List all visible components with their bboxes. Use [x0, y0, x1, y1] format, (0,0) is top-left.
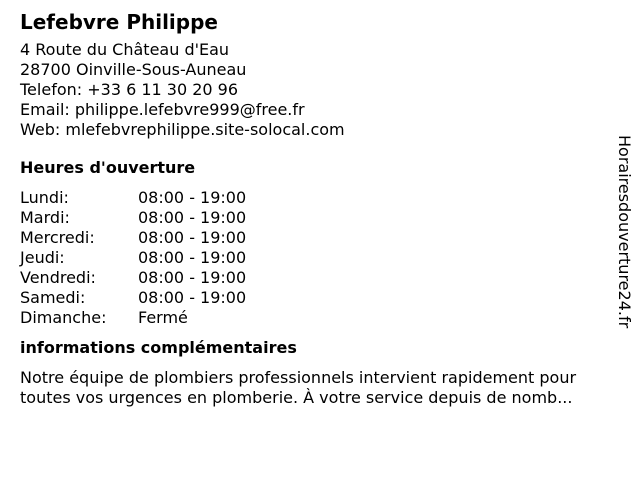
- hours-day: Jeudi:: [20, 248, 65, 267]
- site-watermark: Horairesdouverture24.fr: [615, 135, 634, 329]
- hours-day: Lundi:: [20, 188, 69, 207]
- hours-day: Mercredi:: [20, 228, 95, 247]
- hours-row-friday: [20, 268, 610, 288]
- hours-table: [20, 188, 610, 328]
- hours-day: Dimanche:: [20, 308, 107, 327]
- hours-heading: Heures d'ouverture: [20, 158, 196, 177]
- hours-row-sunday: [20, 308, 610, 328]
- web-line: Web: mlefebvrephilippe.site-solocal.com: [20, 120, 345, 139]
- phone-line: Telefon: +33 6 11 30 20 96: [20, 80, 239, 99]
- hours-day: Vendredi:: [20, 268, 96, 287]
- hours-row-monday: [20, 188, 610, 208]
- address-line-2: 28700 Oinville-Sous-Auneau: [20, 60, 247, 79]
- hours-time: 08:00 - 19:00: [138, 188, 247, 207]
- info-heading: informations complémentaires: [20, 338, 297, 357]
- hours-time: 08:00 - 19:00: [138, 248, 247, 267]
- hours-row-saturday: [20, 288, 610, 308]
- business-name: Lefebvre Philippe: [20, 10, 218, 34]
- hours-time: 08:00 - 19:00: [138, 208, 247, 227]
- email-line: Email: philippe.lefebvre999@free.fr: [20, 100, 305, 119]
- hours-time: 08:00 - 19:00: [138, 268, 247, 287]
- hours-row-wednesday: [20, 228, 610, 248]
- business-card: [20, 8, 610, 408]
- info-description: Notre équipe de plombiers professionnels intervient rapidement pour toutes vos urgences en plomberie. À votre service depuis de nomb...: [20, 368, 577, 407]
- hours-time: 08:00 - 19:00: [138, 288, 247, 307]
- hours-time: Fermé: [138, 308, 188, 327]
- hours-row-tuesday: [20, 208, 610, 228]
- hours-time: 08:00 - 19:00: [138, 228, 247, 247]
- hours-day: Samedi:: [20, 288, 86, 307]
- hours-row-thursday: [20, 248, 610, 268]
- address-line-1: 4 Route du Château d'Eau: [20, 40, 230, 59]
- hours-day: Mardi:: [20, 208, 70, 227]
